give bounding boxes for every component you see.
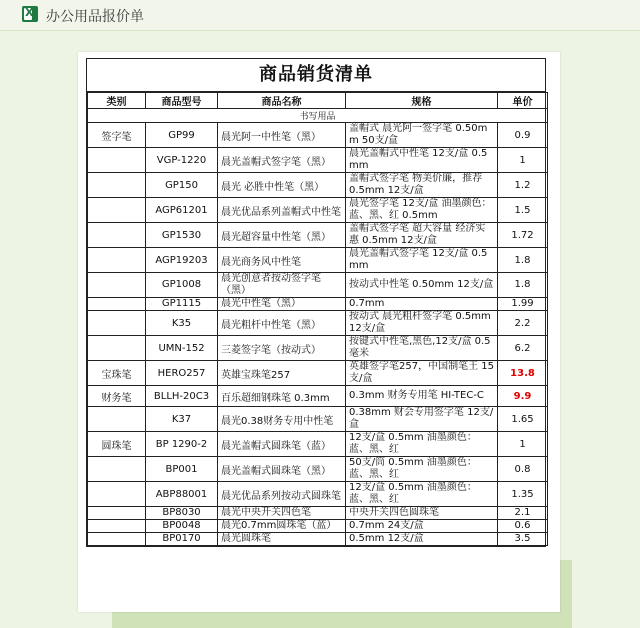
category-cell: [88, 457, 146, 482]
window-title: 办公用品报价单: [46, 9, 144, 25]
model-cell: AGP19203: [146, 248, 218, 273]
name-cell: 晨光超容量中性笔（黑）: [218, 223, 346, 248]
name-cell: 晨光中性笔（黑）: [218, 298, 346, 311]
table-row: [88, 507, 548, 520]
name-cell: 百乐超细钢珠笔 0.3mm: [218, 386, 346, 407]
spec-cell: 中央开关四色圆珠笔: [346, 507, 498, 520]
table-row: [88, 520, 548, 533]
table-row: [88, 148, 548, 173]
spec-cell: 0.7mm 24支/盒: [346, 520, 498, 533]
model-cell: BP 1290-2: [146, 432, 218, 457]
price-cell: 1.35: [498, 482, 548, 507]
price-cell: 1.5: [498, 198, 548, 223]
spec-cell: 按键式中性笔,黑色,12支/盒 0.5毫米: [346, 336, 498, 361]
category-cell: [88, 507, 146, 520]
category-cell: [88, 336, 146, 361]
product-table: [87, 92, 548, 546]
price-cell: 2.2: [498, 311, 548, 336]
model-cell: BP8030: [146, 507, 218, 520]
model-cell: AGP61201: [146, 198, 218, 223]
table-row: [88, 273, 548, 298]
name-cell: 三菱签字笔（按动式）: [218, 336, 346, 361]
column-header: 商品名称: [218, 93, 346, 109]
price-cell: 0.8: [498, 457, 548, 482]
name-cell: 晨光0.38财务专用中性笔: [218, 407, 346, 432]
category-cell: [88, 520, 146, 533]
model-cell: VGP-1220: [146, 148, 218, 173]
table-row: [88, 248, 548, 273]
price-cell: 2.1: [498, 507, 548, 520]
model-cell: GP1115: [146, 298, 218, 311]
table-row: [88, 457, 548, 482]
category-cell: [88, 533, 146, 546]
name-cell: 晨光盖帽式圆珠笔（蓝）: [218, 432, 346, 457]
spec-cell: 0.38mm 财会专用签字笔 12支/盒: [346, 407, 498, 432]
table-row: [88, 407, 548, 432]
table-row: [88, 533, 548, 546]
table-row: [88, 223, 548, 248]
category-cell: 宝珠笔: [88, 361, 146, 386]
table-row: [88, 198, 548, 223]
model-cell: ABP88001: [146, 482, 218, 507]
price-cell: 6.2: [498, 336, 548, 361]
price-cell: 1: [498, 148, 548, 173]
header-row: [88, 93, 548, 109]
model-cell: BP0170: [146, 533, 218, 546]
spec-cell: 晨光盖帽式签字笔 12支/盒 0.5mm: [346, 248, 498, 273]
spec-cell: 盖帽式签字笔 物美价廉，推荐 0.5mm 12支/盒: [346, 173, 498, 198]
column-header: 规格: [346, 93, 498, 109]
model-cell: BP001: [146, 457, 218, 482]
category-cell: 签字笔: [88, 123, 146, 148]
table-row: [88, 482, 548, 507]
category-cell: [88, 198, 146, 223]
name-cell: 晨光圆珠笔: [218, 533, 346, 546]
category-cell: [88, 173, 146, 198]
table-row: [88, 336, 548, 361]
spec-cell: 按动式中性笔 0.50mm 12支/盒: [346, 273, 498, 298]
name-cell: 晨光优品系列按动式圆珠笔: [218, 482, 346, 507]
spec-cell: 盖帽式 晨光阿一签字笔 0.50mm 50支/盒: [346, 123, 498, 148]
price-cell: 0.6: [498, 520, 548, 533]
column-header: 单价: [498, 93, 548, 109]
model-cell: GP1008: [146, 273, 218, 298]
name-cell: 晨光创意者按动签字笔（黑）: [218, 273, 346, 298]
category-cell: [88, 482, 146, 507]
category-cell: [88, 273, 146, 298]
spec-cell: 0.7mm: [346, 298, 498, 311]
category-cell: [88, 223, 146, 248]
spec-cell: 0.3mm 财务专用笔 HI-TEC-C: [346, 386, 498, 407]
name-cell: 晨光0.7mm圆珠笔（蓝）: [218, 520, 346, 533]
model-cell: GP150: [146, 173, 218, 198]
price-cell: 1.65: [498, 407, 548, 432]
model-cell: UMN-152: [146, 336, 218, 361]
table-row: [88, 311, 548, 336]
model-cell: K37: [146, 407, 218, 432]
spec-cell: 盖帽式签字笔 超大容量 经济实惠 0.5mm 12支/盒: [346, 223, 498, 248]
spec-cell: 英雄签字笔257，中国制笔王 15支/盒: [346, 361, 498, 386]
spec-cell: 晨光盖帽式中性笔 12支/盒 0.5mm: [346, 148, 498, 173]
category-cell: [88, 407, 146, 432]
table-row: [88, 361, 548, 386]
model-cell: HERO257: [146, 361, 218, 386]
model-cell: GP1530: [146, 223, 218, 248]
category-cell: [88, 248, 146, 273]
spec-cell: 晨光签字笔 12支/盒 油墨颜色：蓝、黑、红 0.5mm: [346, 198, 498, 223]
price-cell: 0.9: [498, 123, 548, 148]
name-cell: 晨光盖帽式签字笔（黑）: [218, 148, 346, 173]
table-row: [88, 298, 548, 311]
document-page: [78, 52, 560, 612]
price-cell: 3.5: [498, 533, 548, 546]
name-cell: 晨光阿一中性笔（黑）: [218, 123, 346, 148]
title-bar: [0, 0, 640, 31]
price-cell: 1.2: [498, 173, 548, 198]
price-cell: 1.99: [498, 298, 548, 311]
spec-cell: 12支/盒 0.5mm 油墨颜色：蓝、黑、红: [346, 432, 498, 457]
sales-sheet: [86, 58, 546, 547]
spec-cell: 0.5mm 12支/盒: [346, 533, 498, 546]
model-cell: K35: [146, 311, 218, 336]
document-title: 商品销货清单: [87, 59, 545, 92]
category-cell: 财务笔: [88, 386, 146, 407]
name-cell: 晨光商务风中性笔: [218, 248, 346, 273]
category-cell: [88, 298, 146, 311]
section-label: 书写用品: [88, 109, 548, 123]
name-cell: 英雄宝珠笔257: [218, 361, 346, 386]
spec-cell: 50支/筒 0.5mm 油墨颜色：蓝、黑、红: [346, 457, 498, 482]
spreadsheet-icon: [22, 6, 38, 22]
spec-cell: 按动式 晨光粗杆签字笔 0.5mm 12支/盒: [346, 311, 498, 336]
model-cell: GP99: [146, 123, 218, 148]
column-header: 类别: [88, 93, 146, 109]
price-cell: 13.8: [498, 361, 548, 386]
name-cell: 晨光盖帽式圆珠笔（黑）: [218, 457, 346, 482]
model-cell: BP0048: [146, 520, 218, 533]
table-row: [88, 386, 548, 407]
category-cell: [88, 148, 146, 173]
column-header: 商品型号: [146, 93, 218, 109]
name-cell: 晨光粗杆中性笔（黑）: [218, 311, 346, 336]
price-cell: 1.72: [498, 223, 548, 248]
price-cell: 9.9: [498, 386, 548, 407]
model-cell: BLLH-20C3: [146, 386, 218, 407]
name-cell: 晨光中央开关四色笔: [218, 507, 346, 520]
name-cell: 晨光优品系列盖帽式中性笔: [218, 198, 346, 223]
section-row: [88, 109, 548, 123]
name-cell: 晨光 必胜中性笔（黑）: [218, 173, 346, 198]
price-cell: 1.8: [498, 273, 548, 298]
price-cell: 1.8: [498, 248, 548, 273]
price-cell: 1: [498, 432, 548, 457]
table-row: [88, 432, 548, 457]
table-row: [88, 123, 548, 148]
table-row: [88, 173, 548, 198]
category-cell: [88, 311, 146, 336]
spec-cell: 12支/盒 0.5mm 油墨颜色：蓝、黑、红: [346, 482, 498, 507]
category-cell: 圆珠笔: [88, 432, 146, 457]
